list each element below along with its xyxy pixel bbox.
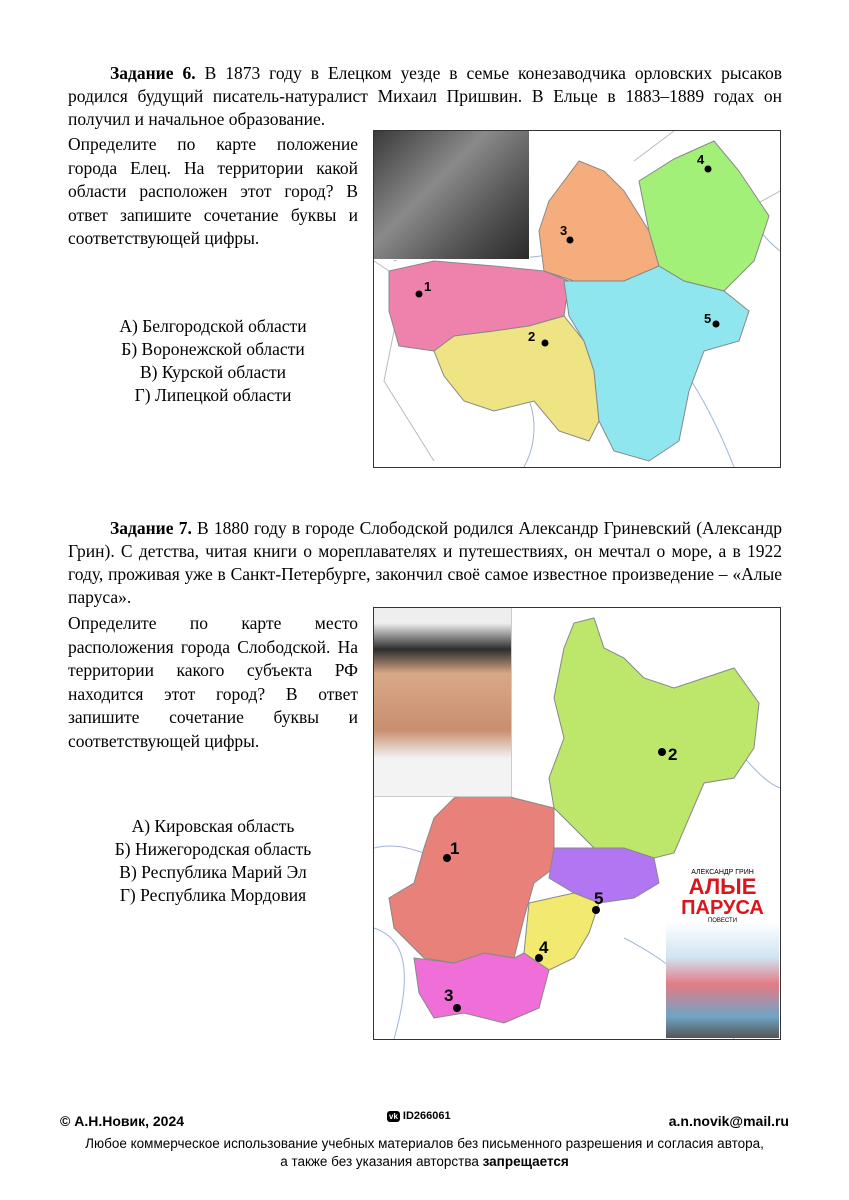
region-3 xyxy=(414,953,549,1023)
task7-intro xyxy=(68,517,782,609)
task7-options xyxy=(68,815,358,907)
city-marker xyxy=(705,166,712,173)
copyright-notice-2 xyxy=(0,1154,849,1169)
map-label: 3 xyxy=(444,986,454,1005)
task7-option: Г) Республика Мордовия xyxy=(119,885,307,905)
task7-label: Задание 7. xyxy=(110,518,192,538)
region-2 xyxy=(549,618,759,858)
book-title: АЛЫЕ xyxy=(688,874,757,899)
task6-option: А) Белгородской области xyxy=(119,316,307,336)
book-author: АЛЕКСАНДР ГРИН xyxy=(691,869,754,876)
map-label: 4 xyxy=(539,938,549,957)
task7-intro-text: В 1880 году в городе Слободской родился Александр Гриневский (Александр Грин). С детства, читая книги о мореплавателях и путешествиях, он мечтал о море, а в 1922 году, проживая уже в Санкт-Петербурге, закончил своё самое известное произведение – «Алые паруса». xyxy=(68,518,782,607)
map-label: 1 xyxy=(424,279,432,294)
vk-id[interactable] xyxy=(387,1110,451,1122)
vk-icon: vk xyxy=(389,1111,398,1121)
map-label: 4 xyxy=(697,152,705,167)
task6-option: Б) Воронежской области xyxy=(121,339,305,359)
task6-label: Задание 6. xyxy=(110,63,196,83)
city-marker xyxy=(416,291,423,298)
task6-option: Г) Липецкой области xyxy=(134,385,292,405)
task7-option: Б) Нижегородская область xyxy=(114,839,312,859)
task7-map xyxy=(373,607,781,1040)
book-subtitle: ПОВЕСТИ xyxy=(707,918,738,924)
map-label: 5 xyxy=(704,311,712,326)
task6-intro-text: В 1873 году в Елецком уезде в семье конезаводчика орловских рысаков родился будущий писатель-натуралист Михаил Пришвин. В Ельце в 1883–1889 годах он получил и начальное образование. xyxy=(68,63,782,129)
vk-id-text: ID266061 xyxy=(402,1110,451,1122)
city-marker xyxy=(713,321,720,328)
book-title: ПАРУСА xyxy=(681,897,764,919)
map-label: 2 xyxy=(528,329,536,344)
task7-option: В) Республика Марий Эл xyxy=(119,862,307,882)
task6-option: В) Курской области xyxy=(139,362,287,382)
map-label: 1 xyxy=(450,839,460,858)
map-label: 5 xyxy=(594,889,604,908)
task6-options xyxy=(68,315,358,407)
copyright: © А.Н.Новик, 2024 xyxy=(60,1113,185,1129)
task6-question: Определите по карте положение города Елец. На территории какой области расположен этот город? В ответ запишите сочетание буквы и соответствующей цифры. xyxy=(68,134,358,248)
notice-bold: запрещается xyxy=(482,1154,569,1169)
map-label: 2 xyxy=(668,745,678,764)
task7-question: Определите по карте место расположения города Слободской. На территории какого субъекта РФ находится этот город? В ответ запишите сочетание буквы и соответствующей цифры. xyxy=(68,613,358,751)
task6-intro xyxy=(68,62,782,131)
map-label: 3 xyxy=(560,223,568,238)
grin-portrait xyxy=(374,608,512,797)
copyright-notice: Любое коммерческое использование учебных материалов без письменного разрешения и согласия автора, xyxy=(85,1136,764,1151)
email-link[interactable]: a.n.novik@mail.ru xyxy=(668,1113,789,1129)
city-marker xyxy=(658,748,666,756)
task6-map xyxy=(373,130,781,468)
task7-option: А) Кировская область xyxy=(131,816,295,836)
book-cover xyxy=(666,859,779,1038)
prishvin-photo xyxy=(374,131,530,260)
city-marker xyxy=(542,340,549,347)
region-3 xyxy=(539,161,659,281)
city-marker xyxy=(453,1004,461,1012)
notice-text: а также без указания авторства xyxy=(280,1154,483,1169)
city-marker xyxy=(567,237,574,244)
